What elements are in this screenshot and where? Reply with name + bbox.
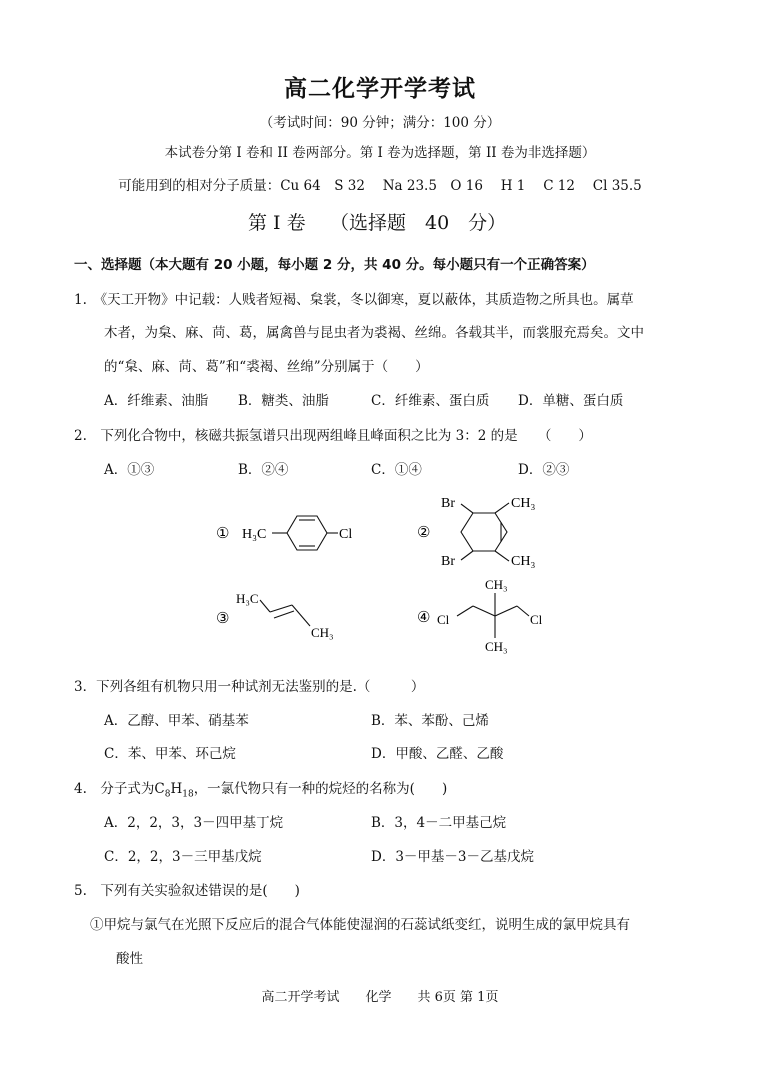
molecule-2-number: ② (417, 525, 431, 541)
q4-stem-pre: 4. 分子式为C (74, 781, 165, 797)
volume-label: 第 I 卷 (248, 212, 306, 234)
molecule-4-cl-right: Cl (530, 612, 543, 627)
molecule-1-number: ① (216, 526, 230, 542)
q2-option-a: A．①③ (104, 462, 155, 478)
q2-option-c: C．①④ (371, 462, 422, 478)
q3-option-a: A．乙醇、甲苯、硝基苯 (104, 713, 249, 729)
q2-option-d: D．②③ (518, 462, 570, 478)
q1-option-b: B．糖类、油脂 (238, 393, 329, 409)
q3-option-b: B．苯、苯酚、己烯 (371, 713, 489, 729)
page-footer: 高二开学考试 化学 共 6页 第 1页 (261, 990, 499, 1005)
exam-time-line: （考试时间：90 分钟；满分：100 分） (259, 115, 501, 131)
q4-stem-mid: H (170, 781, 183, 797)
molecule-4-number: ④ (417, 610, 431, 626)
section-heading: 一、选择题（本大题有 20 小题，每小题 2 分，共 40 分。每小题只有一个正确答案） (74, 257, 595, 273)
molecule-2-ch3-bottom: CH₃ (511, 554, 536, 569)
q3-stem: 3．下列各组有机物只用一种试剂无法鉴别的是.（ ） (74, 679, 425, 695)
q2-stem: 2. 下列化合物中，核磁共振氢谱只出现两组峰且峰面积之比为 3：2 的是 （ ） (74, 428, 592, 444)
q5-item1-line2: 酸性 (116, 951, 143, 967)
exam-title: 高二化学开学考试 (284, 75, 476, 102)
molecule-2-br-bottom: Br (441, 554, 455, 569)
molecule-3-h3c: H₃C (236, 591, 259, 606)
q4-option-a: A．2，2，3，3－四甲基丁烷 (104, 815, 284, 831)
q3-option-c: C．苯、甲苯、环己烷 (104, 746, 236, 762)
q5-item1-line1: ①甲烷与氯气在光照下反应后的混合气体能使湿润的石蕊试纸变红，说明生成的氯甲烷具有 (90, 917, 630, 933)
q4-option-b: B．3，4－二甲基己烷 (371, 815, 507, 831)
q4-stem-post: ，一氯代物只有一种的烷烃的名称为( ) (193, 781, 448, 797)
q1-line2: 木者，为枲、麻、苘、葛，属禽兽与昆虫者为裘褐、丝绵。各载其半，而裳服充焉矣。文中 (104, 325, 644, 341)
molecule-3-number: ③ (216, 611, 230, 627)
molecule-2-ch3-top: CH₃ (511, 496, 536, 511)
molecule-2-structure (415, 490, 565, 575)
q1-option-a: A．纤维素、油脂 (104, 393, 209, 409)
volume-note: （选择题 40 分） (330, 212, 507, 234)
q4-option-c: C．2，2，3－三甲基戊烷 (104, 849, 262, 865)
molecule-4-ch3-top: CH₃ (485, 577, 508, 592)
molecule-2-br-top: Br (441, 496, 455, 511)
q1-line3: 的“枲、麻、苘、葛”和“裘褐、丝绵”分别属于（ ） (104, 359, 429, 375)
q1-line1: 1. 《天工开物》中记载：人贱者短褐、枲裳，冬以御寒，夏以蔽体，其质造物之所具也。属草 (74, 292, 634, 308)
molecule-1-structure (210, 505, 370, 560)
q4-sub-8: 8 (164, 789, 171, 800)
q4-stem (74, 777, 447, 800)
q1-option-d: D．单糖、蛋白质 (518, 393, 624, 409)
molecule-4-ch3-bottom: CH₃ (485, 639, 508, 654)
q5-stem: 5. 下列有关实验叙述错误的是( ) (74, 883, 300, 899)
molecule-4-structure (415, 574, 575, 659)
relative-masses: 可能用到的相对分子质量：Cu 64 S 32 Na 23.5 O 16 H 1 C 12 Cl 35.5 (118, 178, 642, 194)
molecule-4-cl-left: Cl (437, 612, 450, 627)
q1-option-c: C．纤维素、蛋白质 (371, 393, 490, 409)
q3-option-d: D．甲酸、乙醛、乙酸 (371, 746, 504, 762)
exam-intro: 本试卷分第 I 卷和 II 卷两部分。第 I 卷为选择题，第 II 卷为非选择题） (164, 145, 596, 161)
molecule-1-h3c: H₃C (242, 527, 267, 542)
q4-option-d: D．3－甲基－3－乙基戊烷 (371, 849, 535, 865)
molecule-1-cl: Cl (339, 527, 353, 542)
molecule-3-ch3: CH₃ (311, 625, 334, 640)
q2-option-b: B．②④ (238, 462, 289, 478)
molecule-3-structure (210, 588, 350, 643)
q4-sub-18: 18 (182, 789, 194, 800)
